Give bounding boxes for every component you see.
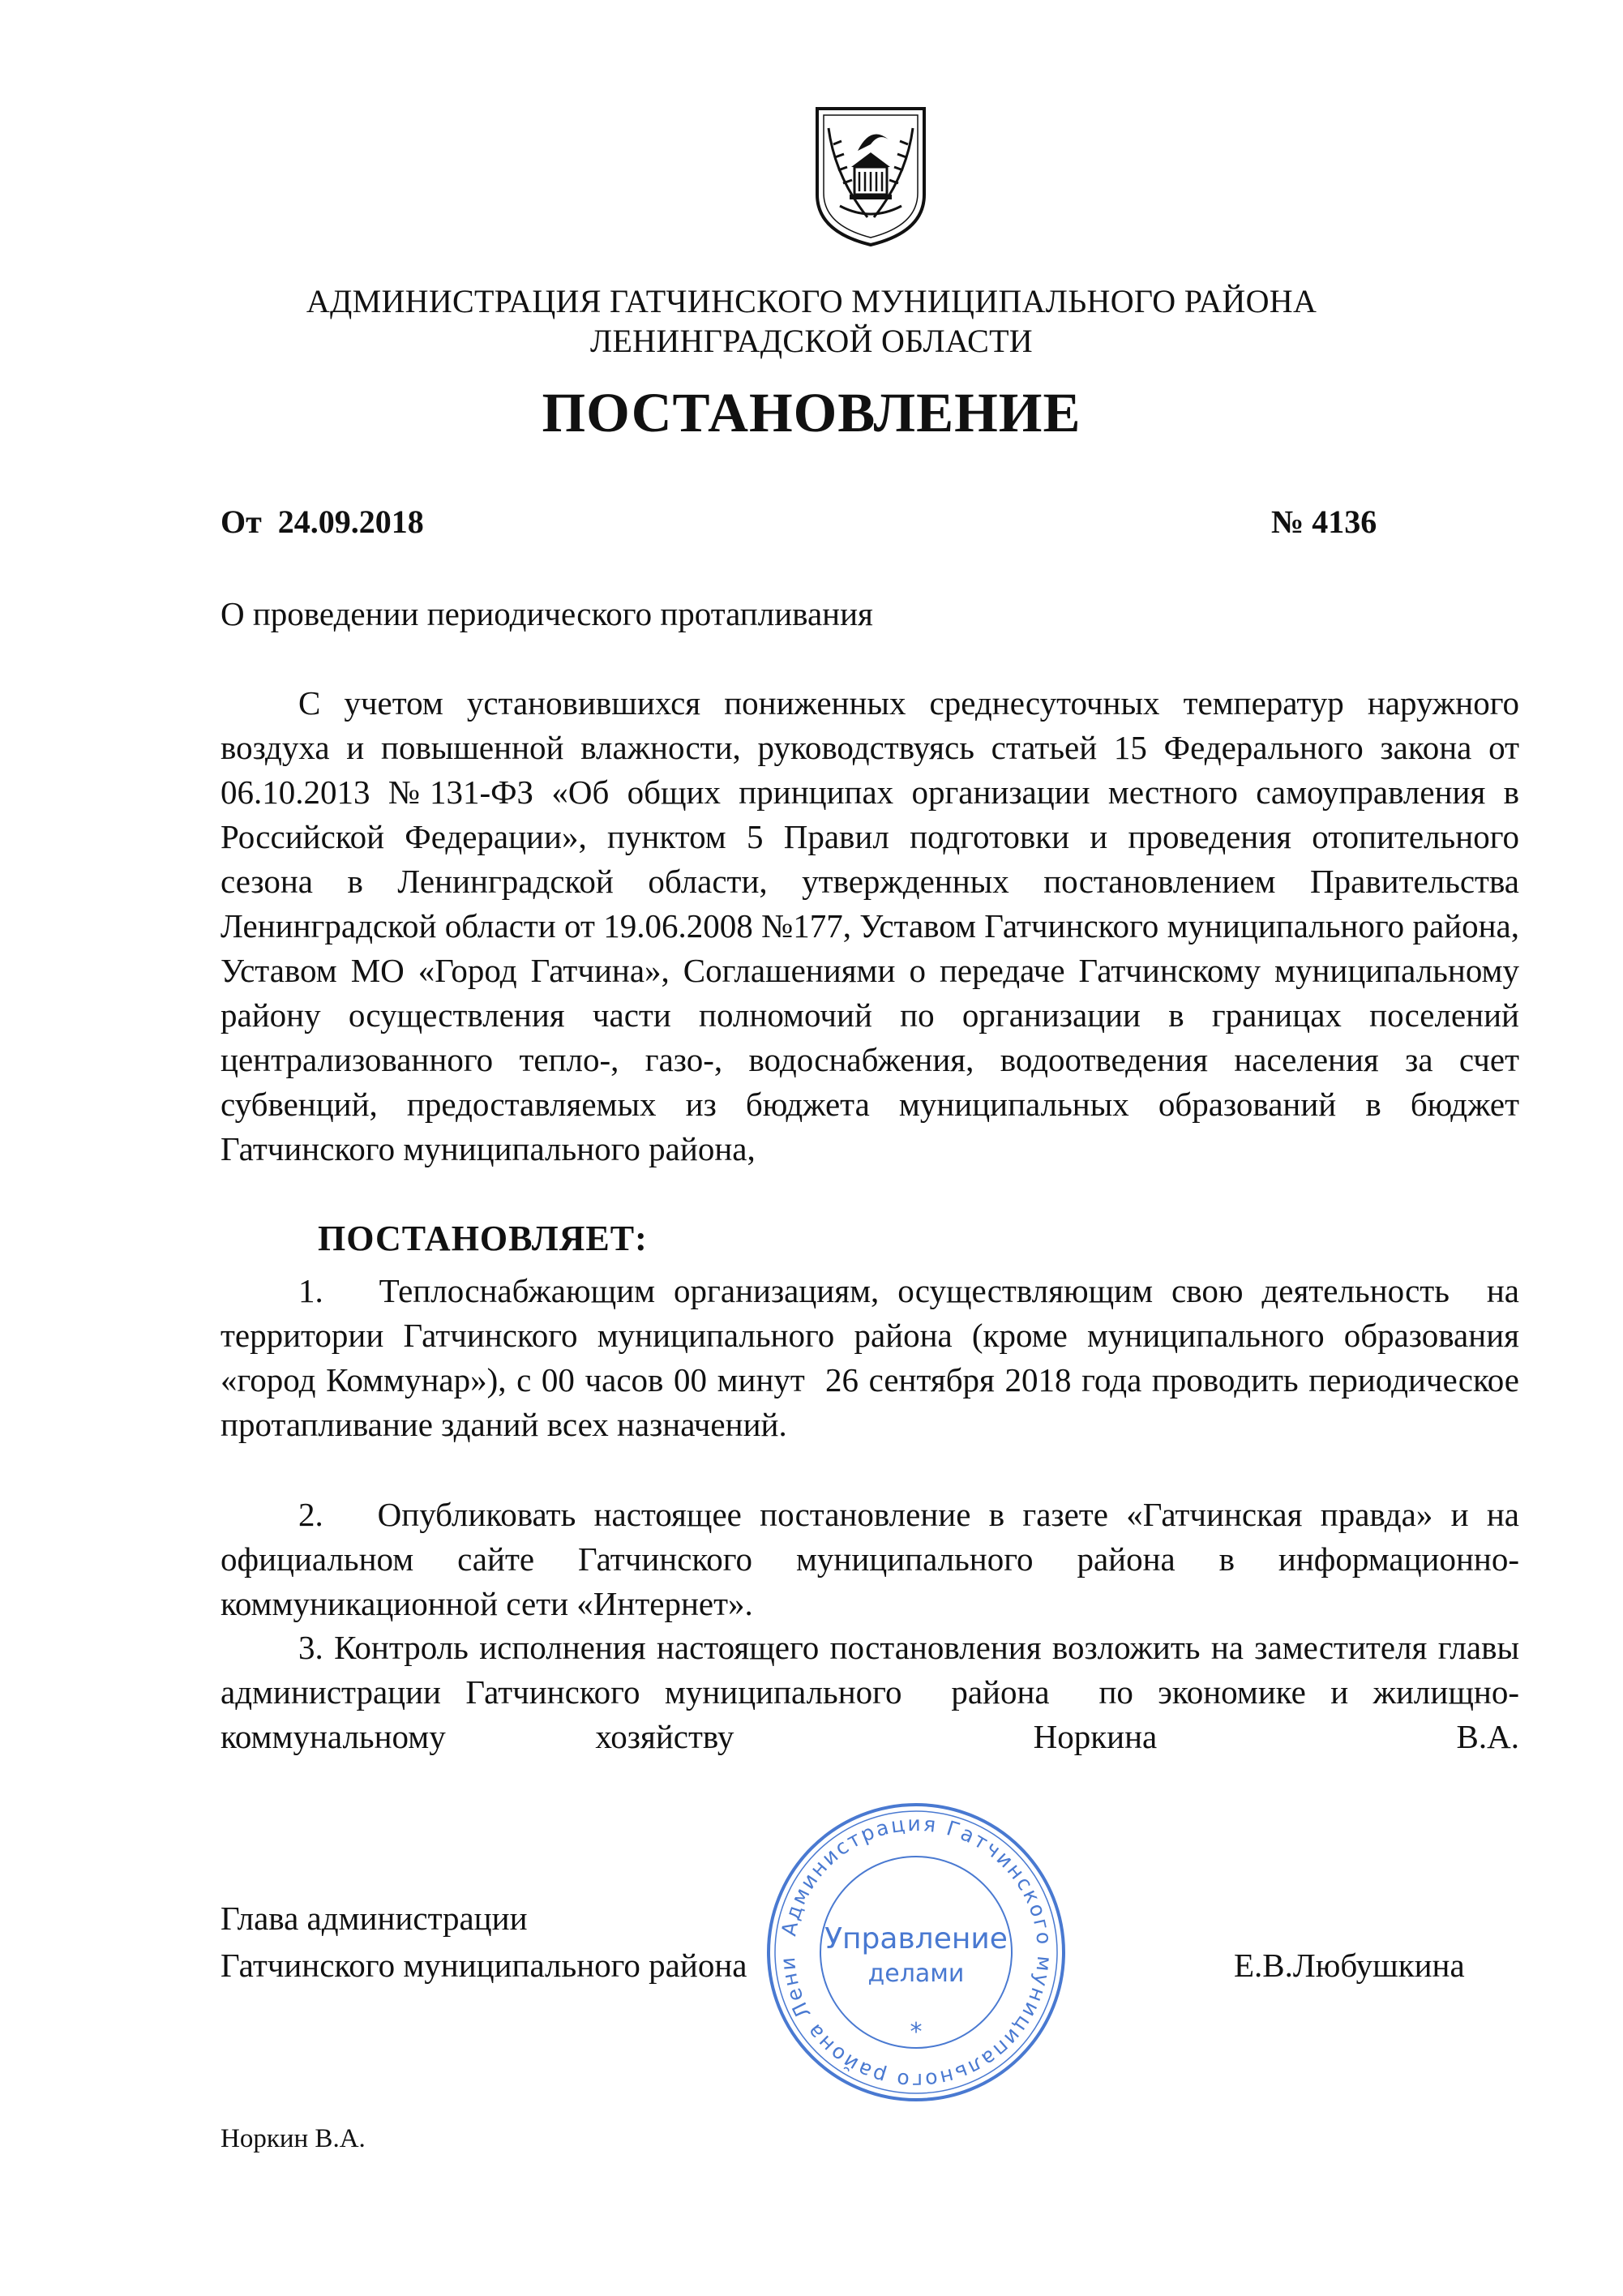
stamp-inner-line1: Управление <box>824 1922 1008 1955</box>
official-stamp <box>762 1798 1070 2106</box>
signatory-title-line2: Гатчинского муниципального района <box>221 1947 747 1984</box>
resolution-item-text: 2. Опубликовать настоящее постановление в газете «Гатчинская правда» и на официальном сайте Гатчинского муниципального района в информационно-коммуникационной сети «Интернет». <box>221 1496 1528 1622</box>
document-type-title: ПОСТАНОВЛЕНИЕ <box>542 382 1081 443</box>
resolution-item-2 <box>221 1493 1528 1626</box>
resolution-item-3 <box>221 1626 1528 1759</box>
signatory-name: Е.В.Любушкина <box>1234 1947 1465 1984</box>
resolution-item-1 <box>221 1269 1528 1447</box>
stamp-star: * <box>910 2018 923 2046</box>
decree-heading: ПОСТАНОВЛЯЕТ: <box>318 1219 648 1258</box>
coat-of-arms-emblem <box>811 104 931 248</box>
executor-name: Норкин В.А. <box>221 2124 366 2153</box>
stamp-outer-text: Администрация Гатчинского муниципального района Лени <box>775 1811 1057 2093</box>
document-subject: О проведении периодического протапливания <box>221 595 873 632</box>
resolution-item-text: 1. Теплоснабжающим организациям, осуществляющим свою деятельность на территории Гатчинского муниципального района (кроме муниципального образования «город Коммунар»), с 00 часов 00 минут 26 сентября 2018 года проводить периодическое протапливание зданий всех назначений. <box>221 1272 1528 1443</box>
resolution-item-text: 3. Контроль исполнения настоящего постановления возложить на заместителя главы администрации Гатчинского муниципального района по экономике и жилищно-коммунальному хозяйству Норкина В.А. <box>221 1629 1528 1755</box>
organization-name-line1: АДМИНИСТРАЦИЯ ГАТЧИНСКОГО МУНИЦИПАЛЬНОГО РАЙОНА <box>306 283 1317 319</box>
preamble-paragraph <box>221 681 1519 1172</box>
document-number: № 4136 <box>1271 503 1377 540</box>
document-date: От 24.09.2018 <box>221 503 424 540</box>
preamble-text: С учетом установившихся пониженных среднесуточных температур наружного воздуха и повышенной влажности, руководствуясь статьей 15 Федерального закона от 06.10.2013 №131-ФЗ «Об общих принципах организации местного самоуправления в Российской Федерации», пунктом 5 Правил подготовки и проведения отопительного сезона в Ленинградской области, утвержденных постановлением Правительства Ленинградской области от 19.06.2008 №177, Уставом Гатчинского муниципального района, Уставом МО «Город Гатчина», Соглашениями о передаче Гатчинскому муниципальному району осуществления части полномочий по организации в границах поселений централизованного тепло-, газо-, водоснабжения, водоотведения населения за счет субвенций, предоставляемых из бюджета муниципальных образований в бюджет Гатчинского муниципального района, <box>221 684 1519 1167</box>
organization-name-line2: ЛЕНИНГРАДСКОЙ ОБЛАСТИ <box>590 323 1033 359</box>
stamp-inner-line2: делами <box>867 1960 965 1988</box>
signatory-title-line1: Глава администрации <box>221 1900 528 1937</box>
